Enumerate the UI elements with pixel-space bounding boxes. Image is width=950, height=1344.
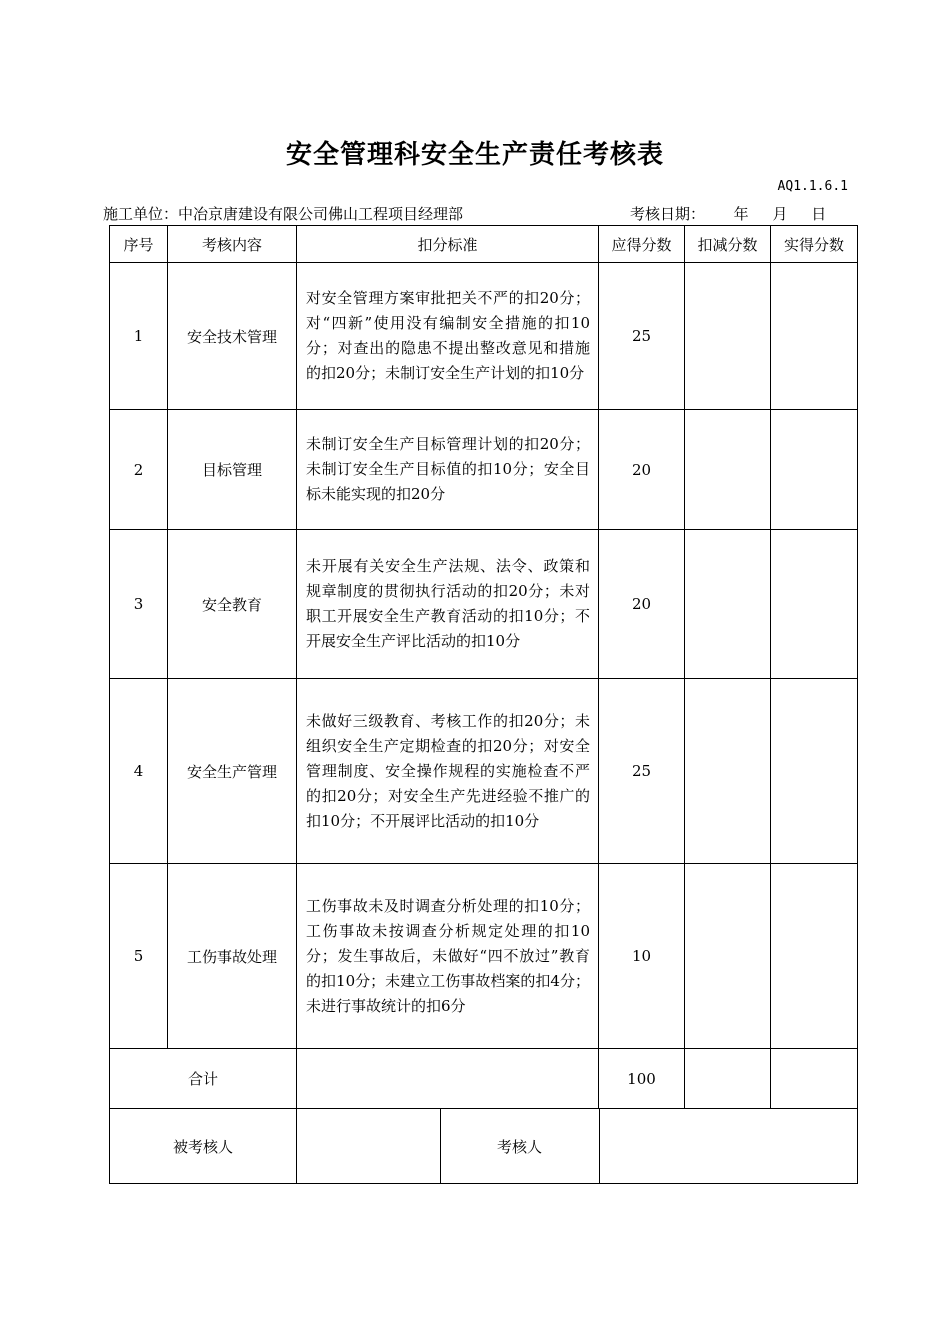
row-score-actual-cell[interactable] (771, 679, 858, 864)
header-score-deduct: 扣减分数 (685, 226, 771, 263)
row-criteria: 工伤事故未及时调查分析处理的扣10分；工伤事故未按调查分析规定处理的扣10分；发生事故后，未做好“四不放过”教育的扣10分；未建立工伤事故档案的扣4分；未进行事故统计的扣6分 (297, 864, 599, 1049)
row-score-due: 10 (599, 864, 685, 1049)
row-seq: 5 (110, 864, 168, 1049)
row-score-deduct-cell[interactable] (685, 410, 771, 530)
row-score-deduct-cell[interactable] (685, 263, 771, 410)
table-row (110, 410, 858, 530)
row-score-due: 25 (599, 263, 685, 410)
row-score-due: 25 (599, 679, 685, 864)
assessor-signature-cell[interactable] (599, 1109, 858, 1183)
table-row (110, 679, 858, 864)
document-number: AQ1.1.6.1 (777, 179, 848, 194)
page-title: 安全管理科安全生产责任考核表 (285, 140, 664, 170)
signature-group (297, 1109, 858, 1184)
row-seq: 4 (110, 679, 168, 864)
row-content: 安全生产管理 (168, 679, 297, 864)
table-row (110, 864, 858, 1049)
row-content: 安全教育 (168, 530, 297, 679)
row-seq: 2 (110, 410, 168, 530)
row-content: 工伤事故处理 (168, 864, 297, 1049)
header-score-due: 应得分数 (599, 226, 685, 263)
assessment-table (109, 225, 858, 1184)
row-score-due: 20 (599, 530, 685, 679)
assessment-date-label: 考核日期： 年 月 日 (630, 205, 827, 223)
row-criteria: 对安全管理方案审批把关不严的扣20分；对“四新”使用没有编制安全措施的扣10分；对查出的隐患不提出整改意见和措施的扣20分；未制订安全生产计划的扣10分 (297, 263, 599, 410)
row-seq: 3 (110, 530, 168, 679)
assessee-signature-cell[interactable] (297, 1109, 440, 1183)
header-score-actual: 实得分数 (771, 226, 858, 263)
total-label: 合计 (110, 1049, 297, 1109)
row-score-actual-cell[interactable] (771, 410, 858, 530)
table-row (110, 263, 858, 410)
construction-unit-label: 施工单位：中冶京唐建设有限公司佛山工程项目经理部 (103, 205, 464, 223)
row-seq: 1 (110, 263, 168, 410)
row-score-deduct-cell[interactable] (685, 864, 771, 1049)
total-score-actual-cell[interactable] (771, 1049, 858, 1109)
row-criteria: 未开展有关安全生产法规、法令、政策和规章制度的贯彻执行活动的扣20分；未对职工开展安全生产教育活动的扣10分；不开展安全生产评比活动的扣10分 (297, 530, 599, 679)
row-content: 目标管理 (168, 410, 297, 530)
row-score-actual-cell[interactable] (771, 864, 858, 1049)
total-criteria-cell (297, 1049, 599, 1109)
table-row (110, 530, 858, 679)
row-criteria: 未做好三级教育、考核工作的扣20分；未组织安全生产定期检查的扣20分；对安全管理制度、安全操作规程的实施检查不严的扣20分；对安全生产先进经验不推广的扣10分；不开展评比活动的扣10分 (297, 679, 599, 864)
row-content: 安全技术管理 (168, 263, 297, 410)
total-score-due: 100 (599, 1049, 685, 1109)
header-seq: 序号 (110, 226, 168, 263)
assessor-label: 考核人 (440, 1109, 599, 1183)
row-score-actual-cell[interactable] (771, 530, 858, 679)
assessee-label: 被考核人 (110, 1109, 297, 1184)
header-criteria: 扣分标准 (297, 226, 599, 263)
signature-row (110, 1109, 858, 1184)
row-score-due: 20 (599, 410, 685, 530)
total-row (110, 1049, 858, 1109)
row-score-deduct-cell[interactable] (685, 679, 771, 864)
header-content: 考核内容 (168, 226, 297, 263)
total-score-deduct-cell[interactable] (685, 1049, 771, 1109)
row-score-actual-cell[interactable] (771, 263, 858, 410)
row-criteria: 未制订安全生产目标管理计划的扣20分；未制订安全生产目标值的扣10分；安全目标未能实现的扣20分 (297, 410, 599, 530)
table-header-row (110, 226, 858, 263)
row-score-deduct-cell[interactable] (685, 530, 771, 679)
